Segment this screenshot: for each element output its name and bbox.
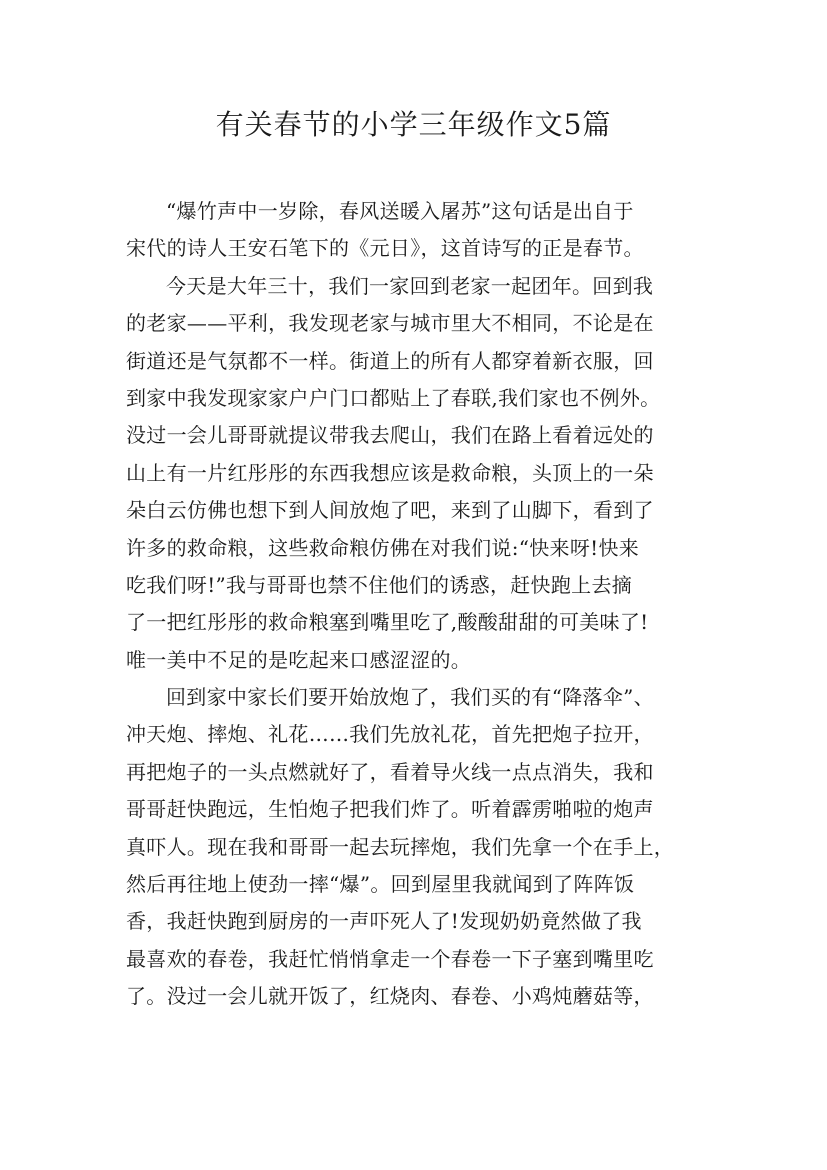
text-line: 朵白云仿佛也想下到人间放炮了吧，来到了山脚下，看到了 <box>126 498 654 523</box>
text-line: 唯一美中不足的是吃起来口感涩涩的。 <box>126 647 472 672</box>
document-body <box>126 193 701 1016</box>
text-line: 哥哥赶快跑远，生怕炮子把我们炸了。听着霹雳啪啦的炮声 <box>126 797 654 822</box>
text-line: 最喜欢的春卷，我赶忙悄悄拿走一个春卷一下子塞到嘴里吃 <box>126 946 654 971</box>
text-line: 真吓人。现在我和哥哥一起去玩摔炮，我们先拿一个在手上， <box>126 834 675 859</box>
text-line: 香，我赶快跑到厨房的一声吓死人了!发现奶奶竟然做了我 <box>126 909 642 934</box>
text-line: 了。没过一会儿就开饭了，红烧肉、春卷、小鸡炖蘑菇等， <box>126 984 654 1009</box>
document-title: 有关春节的小学三年级作文5篇 <box>215 108 612 141</box>
text-line: 再把炮子的一头点燃就好了，看着导火线一点点消失，我和 <box>126 759 654 784</box>
text-line: 没过一会儿哥哥就提议带我去爬山，我们在路上看着远处的 <box>126 423 654 448</box>
text-line: 到家中我发现家家户户门口都贴上了春联,我们家也不例外。 <box>126 385 661 410</box>
text-line: 山上有一片红彤彤的东西我想应该是救命粮，头顶上的一朵 <box>126 460 654 485</box>
text-line: 的老家——平利，我发现老家与城市里大不相同，不论是在 <box>126 311 654 336</box>
text-line: 回到家中家长们要开始放炮了，我们买的有“降落伞”、 <box>166 685 654 710</box>
text-line: 吃我们呀!”我与哥哥也禁不住他们的诱惑，赶快跑上去摘 <box>126 572 633 597</box>
text-line: 许多的救命粮，这些救命粮仿佛在对我们说:“快来呀!快来 <box>126 535 640 560</box>
text-line: “爆竹声中一岁除，春风送暖入屠苏”这句话是出自于 <box>166 199 634 223</box>
text-line: 了一把红彤彤的救命粮塞到嘴里吃了,酸酸甜甜的可美味了! <box>126 610 649 635</box>
text-line: 然后再往地上使劲一摔“爆”。回到屋里我就闻到了阵阵饭 <box>126 872 635 897</box>
text-line: 冲天炮、摔炮、礼花……我们先放礼花，首先把炮子拉开， <box>126 722 654 747</box>
text-line: 宋代的诗人王安石笔下的《元日》，这首诗写的正是春节。 <box>126 236 644 261</box>
text-line: 街道还是气氛都不一样。街道上的所有人都穿着新衣服，回 <box>126 348 654 373</box>
text-line: 今天是大年三十，我们一家回到老家一起团年。回到我 <box>166 273 654 298</box>
